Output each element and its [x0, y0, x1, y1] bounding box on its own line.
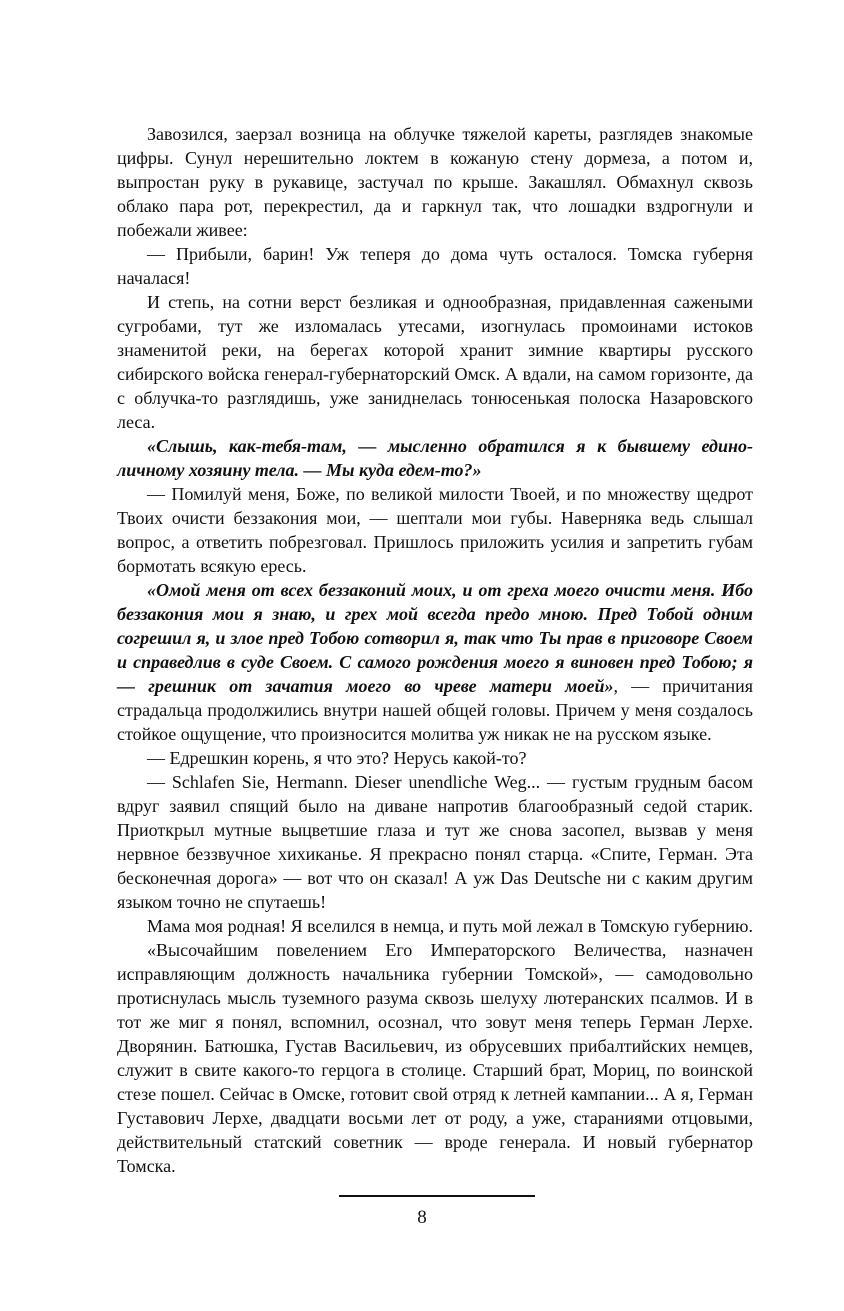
paragraph-3: И степь, на сотни верст безликая и однообразная, придавленная сажеными сугробами, тут же изломалась утесами, изогнулась промоинами истоков знаменитой реки, на берегах которой хранит зимние квартиры русского сибирского войска генерал-губернаторский Омск. А вдали, на самом горизонте, да с облучка-то разглядишь, уже заниднелась тонюсенькая полоска Назаровского леса.: [117, 292, 753, 432]
paragraph-7: — Едрешкин корень, я что это? Нерусь какой-то?: [147, 748, 527, 768]
prayer-continuation-text: , — причитания страдальца продолжились внутри нашей общей головы. Причем у меня создалось стойкое ощущение, что произносится молитва уж никак не на русском языке.: [117, 676, 753, 744]
paragraph-9: Мама моя родная! Я вселился в немца, и путь мой лежал в Томскую губернию.: [147, 916, 753, 936]
paragraph-1: Завозился, заерзал возница на облучке тяжелой кареты, разглядев знакомые цифры. Сунул нерешительно локтем в кожаную стену дормеза, а потом и, выпростан руку в рукавице, застучал по крыше. Закашлял. Обмахнул сквозь облако пара рот, перекрестил, да и гаркнул так, что лошадки вздрогнули и побежали живее:: [117, 124, 753, 240]
paragraph-4-thought: «Слышь, как-тебя-там, — мысленно обратился я к бывшему единоличному хозяину тела. — Мы куда едем-то?»: [117, 436, 753, 480]
paragraph-2: — Прибыли, барин! Уж теперя до дома чуть осталося. Томска губерня началася!: [117, 244, 753, 288]
paragraph-8: — Schlafen Sie, Hermann. Dieser unendliche Weg... — густым грудным басом вдруг заявил спящий было на диване напротив благообразный седой старик. Приоткрыл мутные выцветшие глаза и тут же снова засопел, вызвав у меня нервное беззвучное хихиканье. Я прекрасно понял старца. «Спите, Герман. Эта бесконечная дорога» — вот что он сказал! А уж Das Deutsche ни с каким другим языком точно не спутаешь!: [117, 772, 753, 912]
prayer-italic-text: «Омой меня от всех беззаконий моих, и от греха моего очисти меня. Ибо беззакония мои я знаю, и грех мой всегда предо мною. Пред Тобой одним согрешил я, и злое пред Тобою сотворил я, так что Ты прав в приговоре Своем и справедлив в суде Своем. С самого рождения моего я виновен пред Тобою; я — грешник от зачатия моего во чреве матери моей»: [117, 580, 753, 696]
page-number: 8: [417, 1207, 427, 1228]
page-body: [117, 122, 753, 1178]
paragraph-5: — Помилуй меня, Боже, по великой милости Твоей, и по множеству щедрот Твоих очисти беззакония мои, — шептали мои губы. Наверняка ведь слышал вопрос, а ответить побрезговал. Пришлось приложить усилия и запретить губам бормотать всякую ересь.: [117, 484, 753, 576]
paragraph-6-prayer: [117, 578, 753, 746]
paragraph-10: «Высочайшим повелением Его Императорского Величества, назначен исправляющим должность начальника губернии Томской», — самодовольно протиснулась мысль туземного разума сквозь шелуху лютеранских псалмов. И в тот же миг я понял, вспомнил, осознал, что зовут меня теперь Герман Лерхе. Дворянин. Батюшка, Густав Васильевич, из обрусевших прибалтийских немцев, служит в свите какого-то герцога в столице. Старший брат, Мориц, по воинской стезе пошел. Сейчас в Омске, готовит свой отряд к летней кампании... А я, Герман Густавович Лерхе, двадцати восьми лет от роду, а уже, стараниями отцовыми, действительный статский советник — вроде генерала. И новый губернатор Томска.: [117, 940, 753, 1176]
footer-rule: [339, 1195, 535, 1197]
